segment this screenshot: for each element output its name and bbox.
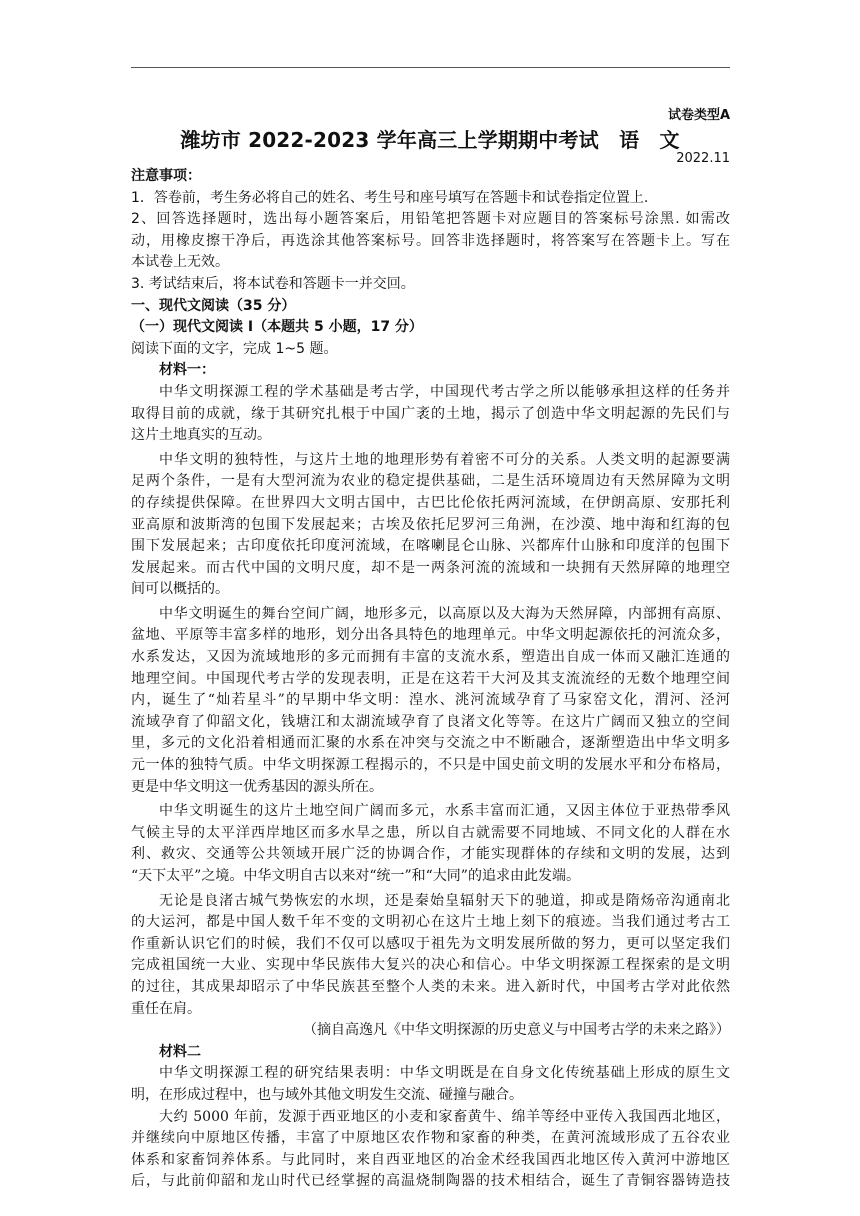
section-title: 一、现代文阅读（35 分）	[131, 297, 296, 314]
notice-heading: 注意事项：	[131, 168, 201, 184]
notice-line: 1．答卷前，考生务必将自己的姓名、考生号和座号填写在答题卡和试卷指定位置上.	[131, 189, 649, 206]
paragraph-line: 作重新认识它们的时候，我们不仅可以感叹于祖先为文明发展所做的努力，更可以坚定我们	[131, 935, 730, 952]
header-rule	[131, 67, 730, 68]
paragraph-line: 里，多元的文化沿着相通而汇聚的水系在冲突与交流之中不断融合，逐渐塑造出中华文明多	[131, 735, 730, 752]
paragraph-line: 中华文明探源工程的研究结果表明：中华文明既是在自身文化传统基础上形成的原生文	[159, 1065, 730, 1082]
material-heading: 材料一：	[159, 362, 215, 379]
notice-line: 3. 考试结束后，将本试卷和答题卡一并交回。	[131, 275, 415, 292]
source-citation: （摘自高逸凡《中华文明探源的历史意义与中国考古学的未来之路》）	[303, 1022, 730, 1039]
paper-type-label: 试卷类型A	[667, 108, 730, 123]
paragraph-line: 地理空间。中国现代考古学的发现表明，正是在这若干大河及其支流流经的无数个地理空间	[131, 670, 730, 687]
paragraph-line: 中华文明诞生的这片土地空间广阔而多元，水系丰富而汇通，又因主体位于亚热带季风	[159, 803, 730, 820]
section-instruction: 阅读下面的文字，完成 1~5 题。	[131, 340, 338, 357]
paragraph-line: 中华文明诞生的舞台空间广阔，地形多元，以高原以及大海为天然屏障，内部拥有高原、	[159, 605, 730, 622]
paragraph-line: 亚高原和波斯湾的包围下发展起来；古埃及依托尼罗河三角洲，在沙漠、地中海和红海的包	[131, 516, 730, 533]
paragraph-line: 的存续提供保障。在世界四大文明古国中，古巴比伦依托两河流域，在伊朗高原、安那托利	[131, 494, 730, 511]
paragraph-line: 内，诞生了“灿若星斗”的早期中华文明：湟水、洮河流域孕育了马家窑文化，渭河、泾河	[131, 692, 730, 709]
paragraph-line: 后，与此前仰韶和龙山时代已经掌握的高温烧制陶器的技术相结合，诞生了青铜容器铸造技	[131, 1173, 730, 1190]
paragraph-line: 流域孕育了仰韶文化，钱塘江和太湖流域孕育了良渚文化等等。在这片广阔而又独立的空间	[131, 713, 730, 730]
paragraph-line: 并继续向中原地区传播，丰富了中原地区农作物和家畜的种类，在黄河流域形成了五谷农业	[131, 1130, 730, 1147]
paragraph-line: 这片土地真实的互动。	[131, 427, 271, 444]
paragraph-line: 取得目前的成就，缘于其研究扎根于中国广袤的土地，揭示了创造中华文明起源的先民们与	[131, 405, 730, 422]
paragraph-line: 中华文明的独特性，与这片土地的地理形势有着密不可分的关系。人类文明的起源要满	[159, 451, 730, 468]
paragraph-line: 水系发达，又因为流域地形的多元而拥有丰富的支流水系，塑造出自成一体而又融汇连通的	[131, 649, 730, 666]
paragraph-line: 利、救灾、交通等公共领域开展广泛的协调合作，才能实现群体的存续和文明的发展，达到	[131, 846, 730, 863]
paragraph-line: 元一体的独特气质。中华文明探源工程揭示的，不只是中国史前文明的发展水平和分布格局，	[131, 757, 730, 774]
paragraph-line: 发展起来。而古代中国的文明尺度，却不是一两条河流的流域和一块拥有天然屏障的地理空	[131, 559, 730, 576]
section-subtitle: （一）现代文阅读 I（本题共 5 小题，17 分）	[131, 319, 423, 336]
paragraph-line: 间可以概括的。	[131, 581, 229, 598]
exam-date: 2022.11	[676, 151, 730, 166]
paragraph-line: 围下发展起来；古印度依托印度河流域，在喀喇昆仑山脉、兴都库什山脉和印度洋的包围下	[131, 538, 730, 555]
notice-line: 2、回答选择题时，选出每小题答案后，用铅笔把答题卡对应题目的答案标号涂黑. 如需改	[131, 211, 730, 228]
paragraph-line: 盆地、平原等丰富多样的地形，划分出各具特色的地理单元。中华文明起源依托的河流众多，	[131, 627, 730, 644]
exam-content	[131, 166, 730, 1193]
paragraph-line: 气候主导的太平洋西岸地区而多水旱之患，所以自古就需要不同地域、不同文化的人群在水	[131, 824, 730, 841]
paragraph-line: 更是中华文明这一优秀基因的源头所在。	[131, 778, 383, 795]
paragraph-line: 的过往，其成果却昭示了中华民族甚至整个人类的未来。进入新时代，中国考古学对此依然	[131, 978, 730, 995]
paragraph-line: 无论是良渚古城气势恢宏的水坝，还是秦始皇辐射天下的驰道，抑或是隋炀帝沟通南北	[159, 892, 730, 909]
paragraph-line: 中华文明探源工程的学术基础是考古学，中国现代考古学之所以能够承担这样的任务并	[159, 383, 730, 400]
paragraph-line: 明，在形成过程中，也与域外其他文明发生交流、碰撞与融合。	[131, 1086, 523, 1103]
notice-line: 本试卷上无效。	[131, 254, 229, 271]
material-heading: 材料二	[159, 1043, 201, 1060]
paragraph-line: 足两个条件，一是有大型河流为农业的稳定提供基础，二是生活环境周边有天然屏障为文明	[131, 473, 730, 490]
paragraph-line: 完成祖国统一大业、实现中华民族伟大复兴的决心和信心。中华文明探源工程探索的是文明	[131, 957, 730, 974]
paragraph-line: 大约 5000 年前，发源于西亚地区的小麦和家畜黄牛、绵羊等经中亚传入我国西北地区，	[159, 1108, 730, 1125]
notice-line: 动，用橡皮擦干净后，再选涂其他答案标号。回答非选择题时，将答案写在答题卡上。写在	[131, 232, 730, 249]
exam-title: 潍坊市 2022-2023 学年高三上学期期中考试 语 文	[180, 128, 680, 152]
paragraph-line: “天下太平”之境。中华文明自古以来对“统一”和“大同”的追求由此发端。	[131, 868, 580, 884]
paragraph-line: 重任在肩。	[131, 1000, 201, 1017]
paragraph-line: 体系和家畜饲养体系。与此同时，来自西亚地区的冶金术经我国西北地区传入黄河中游地区	[131, 1151, 730, 1168]
paragraph-line: 的大运河，都是中国人数千年不变的文明初心在这片土地上刻下的痕迹。当我们通过考古工	[131, 914, 730, 931]
